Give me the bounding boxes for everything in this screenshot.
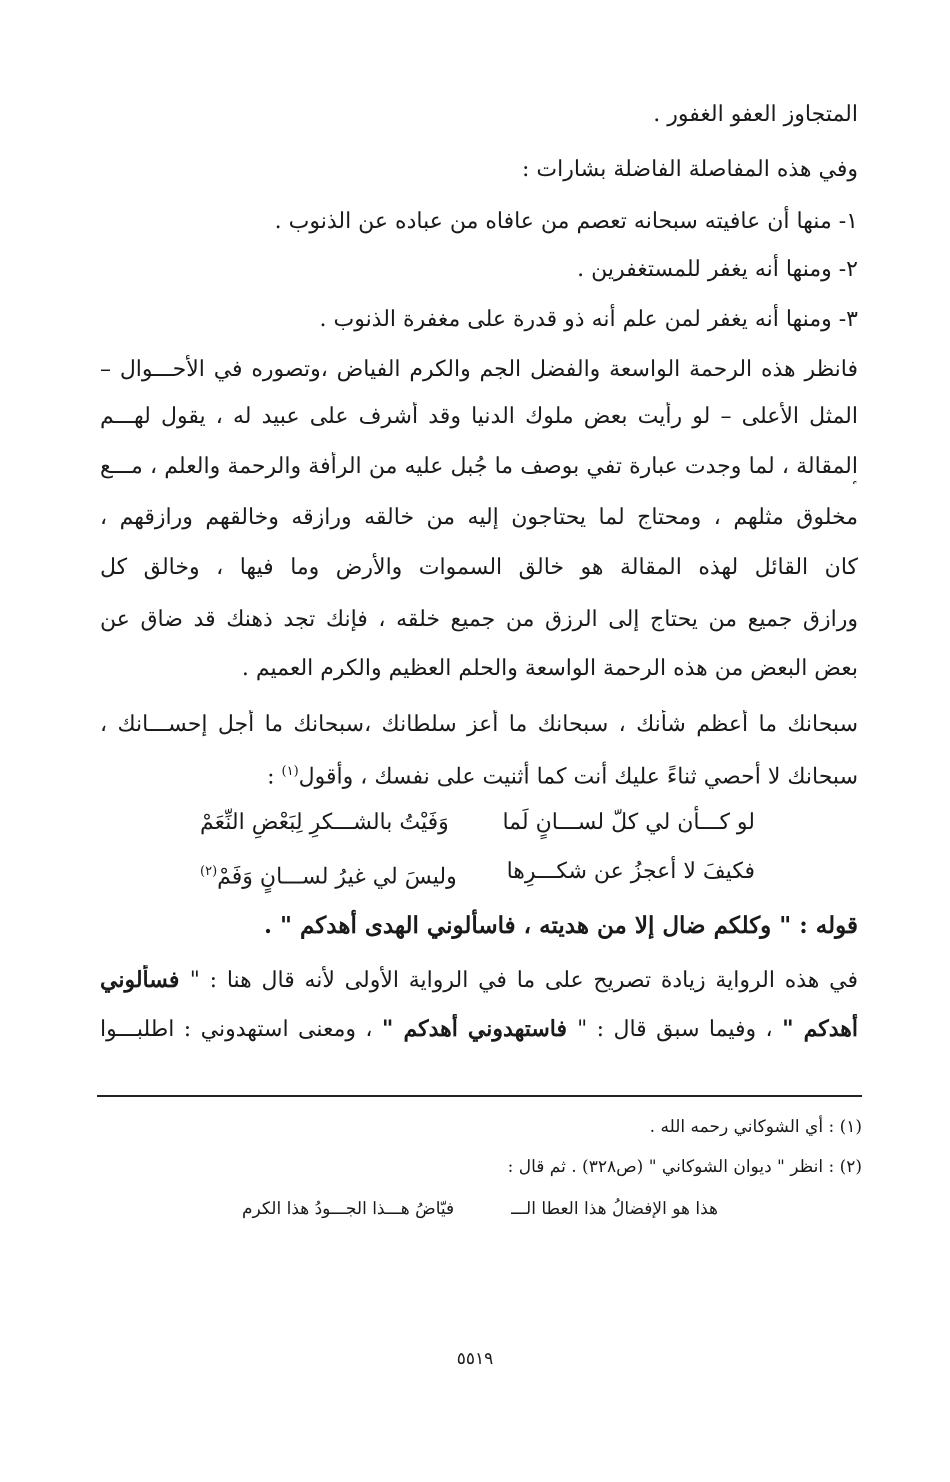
bold-quote: فاستهدوني أهدكم " — [381, 1016, 578, 1042]
footnote-poem-first-hemistich: هذا هو الإفضالُ هذا العطا الـــ — [511, 1199, 718, 1219]
paragraph-text: سبحانك لا أحصي ثناءً عليك أنت كما أثنيت على نفسك ، وأقول — [298, 764, 858, 790]
text-line: المتجاوز العفو الغفور . — [653, 102, 858, 127]
paragraph-text: ، وفيما سبق قال : " — [577, 1017, 783, 1042]
poem-text: وليسَ لي غيرُ لســـانٍ وَفَمْ — [217, 864, 457, 890]
poem-verse-2-first-hemistich: فكيفَ لا أعجزُ عن شكـــرِها — [506, 859, 755, 884]
footnote-poem-second-hemistich: فيّاضُ هـــذا الجـــودُ هذا الكرم — [242, 1199, 455, 1219]
footnote-2: (٢) : انظر " ديوان الشوكاني " (ص٣٢٨) . ثم قال : — [507, 1157, 862, 1177]
paragraph-line: سبحانك ما أعظم شأنك ، سبحانك ما أعز سلطانك ،سبحانك ما أجل إحســـانك ، — [100, 712, 858, 737]
text-line: وفي هذه المفاصلة الفاضلة بشارات : — [522, 157, 858, 182]
numbered-item: ١- منها أن عافيته سبحانه تعصم من عافاه من عباده عن الذنوب . — [274, 209, 858, 234]
poem-verse-1-first-hemistich: لو كـــأن لي كلّ لســـانٍ لَما — [502, 810, 755, 835]
paragraph-text: ، ومعنى استهدوني : اطلبـــوا — [100, 1017, 373, 1042]
paragraph-line — [100, 1014, 858, 1046]
poem-verse-2-second-hemistich — [200, 857, 457, 892]
numbered-item: ٣- ومنها أنه يغفر لمن علم أنه ذو قدرة على مغفرة الذنوب . — [319, 307, 858, 332]
bold-quote: أهدكم " — [782, 1016, 858, 1042]
paragraph-text: في هذه الرواية زيادة تصريح على ما في الرواية الأولى لأنه قال هنا : " — [189, 968, 858, 993]
footnote-1: (١) : أي الشوكاني رحمه الله . — [649, 1117, 862, 1137]
footnote-ref: (٢) — [200, 864, 218, 879]
paragraph-line: كان القائل لهذه المقالة هو خالق السموات والأرض وما فيها ، وخالق كل — [100, 555, 858, 580]
paragraph-line — [267, 757, 858, 792]
numbered-item: ٢- ومنها أنه يغفر للمستغفرين . — [577, 257, 858, 282]
paragraph-line: ورازق جميع من يحتاج إلى الرزق من جميع خلقه ، فإنك تجد ذهنك قد ضاق عن — [100, 607, 858, 632]
footnote-separator — [97, 1095, 862, 1097]
paragraph-line: المقالة ، لما وجدت عبارة تفي بوصف ما جُبل عليه من الرأفة والرحمة والعلم ، مـــع — [100, 454, 858, 479]
poem-verse-1-second-hemistich: وَفَيْتُ بالشـــكرِ لِبَعْضِ النِّعَمْ — [200, 810, 449, 835]
paragraph-line: مخلوق مثلهم ، ومحتاج لما يحتاجون إليه من خالقه ورازقه وخالقهم ورازقهم ، — [100, 505, 858, 530]
colon: : — [267, 764, 282, 790]
page-number: ٥٥١٩ — [456, 1349, 494, 1369]
bold-quote: فسألوني — [100, 967, 180, 993]
hadith-quote-line: قوله : " وكلكم ضال إلا من هديته ، فاسألوني الهدى أهدكم " . — [263, 912, 858, 939]
paragraph-line: بعض البعض من هذه الرحمة الواسعة والحلم العظيم والكرم العميم . — [241, 656, 858, 681]
paragraph-line — [100, 965, 858, 997]
paragraph-line: المثل الأعلى – لو رأيت بعض ملوك الدنيا وقد أشرف على عبيد له ، يقول لهـــم — [100, 404, 858, 429]
paragraph-line: فانظر هذه الرحمة الواسعة والفضل الجم والكرم الفياض ،وتصوره في الأحـــوال – — [100, 357, 858, 382]
footnote-ref: (١) — [281, 764, 299, 779]
